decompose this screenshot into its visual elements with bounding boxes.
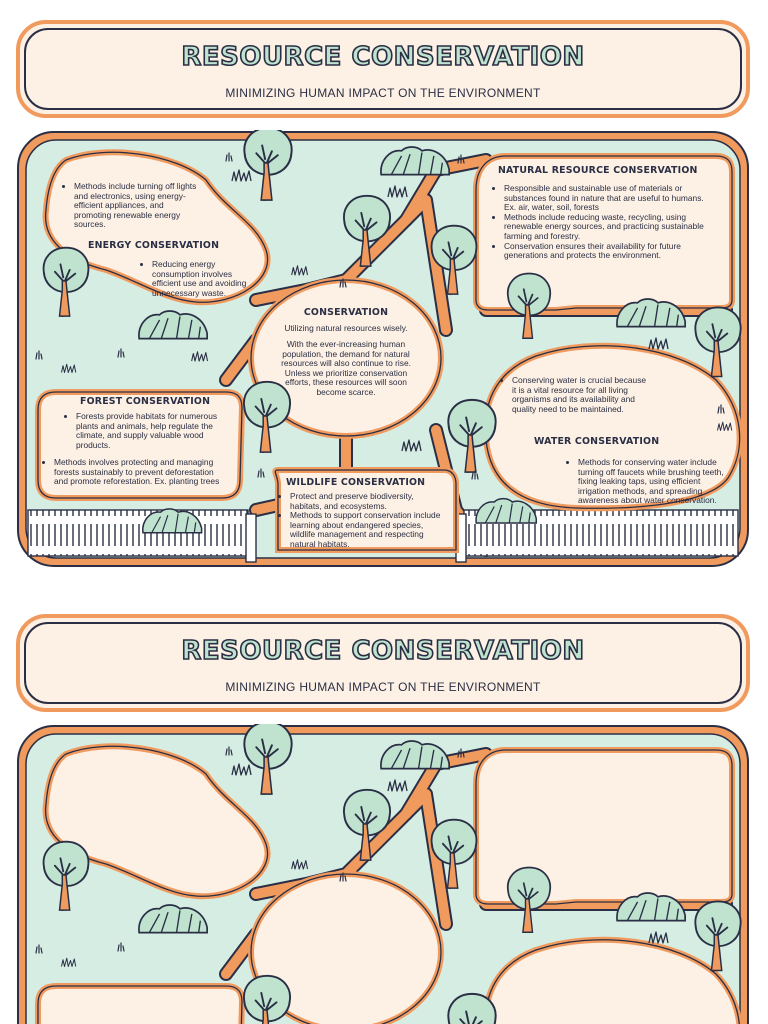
center-line-2: With the ever-increasing human population, the demand for natural resources will also continue to rise. Unless we prioritize conservation efforts, these resources will soon become scarce.: [281, 339, 411, 397]
page-title-blank: RESOURCE CONSERVATION: [181, 636, 585, 666]
blank-worksheet: [0, 594, 768, 1024]
center-heading: CONSERVATION: [303, 307, 389, 318]
page-subtitle-blank: MINIMIZING HUMAN IMPACT ON THE ENVIRONMENT: [225, 680, 541, 694]
park-background-blank: [16, 724, 750, 1024]
wildlife-bullets: • Protect and preserve biodiversity, habitats, and ecosystems. • Methods to support conservation include learning about endangered species, wildlife management and respecting natural habitats.: [278, 492, 446, 550]
park-map-blank: [16, 724, 750, 1024]
water-heading: WATER CONSERVATION: [534, 436, 660, 447]
forest-heading: FOREST CONSERVATION: [80, 396, 211, 407]
forest-bullet-2: • Methods involves protecting and managing forests sustainably to prevent deforestation and promote reforestation. Ex. planting trees: [42, 458, 228, 487]
energy-heading: ENERGY CONSERVATION: [88, 240, 220, 251]
center-line-1: Utilizing natural resources wisely.: [284, 323, 408, 333]
title-banner: [16, 20, 750, 118]
natural-bullets: • Responsible and sustainable use of materials or substances found in nature that are useful to humans. Ex. air, water, soil, forests • Methods include reducing waste, recycling, using renewable energy sources, and practicing sustainable farming and forestry. • Conservation ensures their availability for future generations and protects the environment.: [492, 184, 718, 261]
title-banner-blank: [16, 614, 750, 712]
wildlife-heading: WILDLIFE CONSERVATION: [286, 477, 426, 488]
water-bullet-1: • Conserving water is crucial because it is a vital resource for all living organisms and its availability and quality need to be maintained.: [500, 376, 650, 414]
natural-heading: NATURAL RESOURCE CONSERVATION: [498, 165, 698, 176]
park-map: [16, 130, 750, 568]
page-subtitle: MINIMIZING HUMAN IMPACT ON THE ENVIRONMENT: [225, 86, 541, 100]
forest-bullet-1: • Forests provide habitats for numerous plants and animals, help regulate the climate, and supply valuable wood products.: [64, 412, 230, 450]
page-title: RESOURCE CONSERVATION: [181, 42, 585, 72]
water-bullet-2: • Methods for conserving water include turning off faucets while brushing teeth, fixing leaking taps, using efficient irrigation methods, and spreading awareness about water conservation.: [566, 458, 732, 506]
energy-bullet-2: • Reducing energy consumption involves efficient use and avoiding unnecessary waste.: [140, 260, 262, 298]
energy-bullet-1: • Methods include turning off lights and electronics, using energy-efficient appliances, and promoting renewable energy sources.: [62, 182, 202, 230]
